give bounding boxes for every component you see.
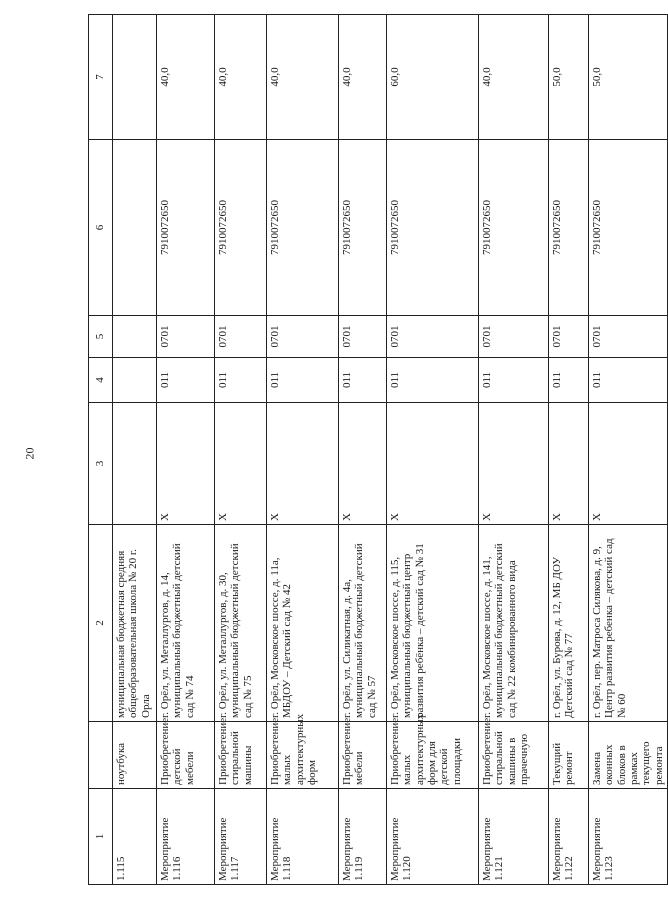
table-row [339, 15, 387, 885]
code-x-cell: Х [339, 403, 387, 525]
table-row [479, 15, 549, 885]
amount-cell: 50,0 [549, 15, 589, 140]
amount-cell [113, 15, 157, 140]
address-cell: г. Орёл, Московское шоссе, д. 141, муниципальный бюджетный детский сад № 22 комбинированного вида [479, 525, 549, 722]
amount-cell: 40,0 [267, 15, 339, 140]
code-011-cell: 011 [157, 358, 215, 403]
amount-cell: 40,0 [157, 15, 215, 140]
section-cell: 0701 [267, 316, 339, 358]
item-name-cell: Приобретение малых архитектурных форм [267, 722, 339, 789]
amount-cell: 40,0 [479, 15, 549, 140]
target-article-cell: 7910072650 [267, 140, 339, 316]
table-header-row [89, 15, 113, 885]
code-011-cell: 011 [215, 358, 267, 403]
code-x-cell: Х [549, 403, 589, 525]
table-header-cell: 3 [89, 403, 113, 525]
code-011-cell: 011 [339, 358, 387, 403]
data-table [88, 14, 668, 885]
table-row [113, 15, 157, 885]
code-x-cell: Х [157, 403, 215, 525]
target-article-cell [113, 140, 157, 316]
rotated-table-container [88, 15, 665, 885]
row-id-cell: Мероприятие 1.123 [589, 789, 668, 885]
item-name-cell: Замена оконных блоков в рамках текущего ремонта [589, 722, 668, 789]
code-011-cell: 011 [267, 358, 339, 403]
address-cell: г. Орёл, ул. Бурова, д. 12, МБ ДОУ Детский сад № 77 [549, 525, 589, 722]
item-name-cell: Текущий ремонт [549, 722, 589, 789]
table-header-cell: 6 [89, 140, 113, 316]
amount-cell: 40,0 [215, 15, 267, 140]
table-header-cell [89, 722, 113, 789]
section-cell: 0701 [479, 316, 549, 358]
target-article-cell: 7910072650 [157, 140, 215, 316]
table-header-cell: 4 [89, 358, 113, 403]
address-cell: муниципальная бюджетная средняя общеобразовательная школа № 20 г. Орла [113, 525, 157, 722]
target-article-cell: 7910072650 [339, 140, 387, 316]
page-number: 20 [22, 447, 37, 460]
item-name-cell: Приобретение стиральной машины в прачечную [479, 722, 549, 789]
section-cell: 0701 [215, 316, 267, 358]
code-011-cell: 011 [589, 358, 668, 403]
code-011-cell: 011 [387, 358, 479, 403]
code-x-cell: Х [387, 403, 479, 525]
target-article-cell: 7910072650 [479, 140, 549, 316]
address-cell: г. Орёл, Московское шоссе, д. 115, муниципальный бюджетный центр развития ребёнка – детский сад № 31 [387, 525, 479, 722]
code-x-cell [113, 403, 157, 525]
amount-cell: 50,0 [589, 15, 668, 140]
address-cell: г. Орёл, пер. Матроса Силякова, д. 9, Центр развития ребенка – детский сад № 60 [589, 525, 668, 722]
code-011-cell: 011 [549, 358, 589, 403]
target-article-cell: 7910072650 [589, 140, 668, 316]
table-row [549, 15, 589, 885]
code-x-cell: Х [215, 403, 267, 525]
item-name-cell: Приобретение малых архитектурных форм для детской площадки [387, 722, 479, 789]
section-cell: 0701 [157, 316, 215, 358]
target-article-cell: 7910072650 [549, 140, 589, 316]
row-id-cell: Мероприятие 1.120 [387, 789, 479, 885]
table-row [267, 15, 339, 885]
row-id-cell: Мероприятие 1.118 [267, 789, 339, 885]
table-row [215, 15, 267, 885]
address-cell: г. Орёл, Московское шоссе, д. 11а, МБДОУ – Детский сад № 42 [267, 525, 339, 722]
item-name-cell: Приобретение стиральной машины [215, 722, 267, 789]
table-header-cell: 1 [89, 789, 113, 885]
table-header-cell: 7 [89, 15, 113, 140]
code-x-cell: Х [479, 403, 549, 525]
row-id-cell: Мероприятие 1.121 [479, 789, 549, 885]
table-row [589, 15, 668, 885]
address-cell: г. Орёл, ул. Металлургов, д. 30, муниципальный бюджетный детский сад № 75 [215, 525, 267, 722]
section-cell: 0701 [387, 316, 479, 358]
section-cell: 0701 [339, 316, 387, 358]
amount-cell: 40,0 [339, 15, 387, 140]
target-article-cell: 7910072650 [387, 140, 479, 316]
table-header-cell: 2 [89, 525, 113, 722]
code-011-cell: 011 [479, 358, 549, 403]
row-id-cell: Мероприятие 1.117 [215, 789, 267, 885]
section-cell: 0701 [549, 316, 589, 358]
code-x-cell: Х [589, 403, 668, 525]
target-article-cell: 7910072650 [215, 140, 267, 316]
section-cell [113, 316, 157, 358]
item-name-cell: ноутбука [113, 722, 157, 789]
item-name-cell: Приобретение мебели [339, 722, 387, 789]
address-cell: г. Орёл, ул. Металлургов, д. 14, муниципальный бюджетный детский сад № 74 [157, 525, 215, 722]
table-row [157, 15, 215, 885]
section-cell: 0701 [589, 316, 668, 358]
table-header-cell: 5 [89, 316, 113, 358]
code-011-cell [113, 358, 157, 403]
amount-cell: 60,0 [387, 15, 479, 140]
code-x-cell: Х [267, 403, 339, 525]
table-row [387, 15, 479, 885]
row-id-cell: 1.115 [113, 789, 157, 885]
item-name-cell: Приобретение детской мебели [157, 722, 215, 789]
row-id-cell: Мероприятие 1.116 [157, 789, 215, 885]
address-cell: г. Орёл, ул. Силикатная, д. 4а, муниципальный бюджетный детский сад № 57 [339, 525, 387, 722]
row-id-cell: Мероприятие 1.119 [339, 789, 387, 885]
row-id-cell: Мероприятие 1.122 [549, 789, 589, 885]
